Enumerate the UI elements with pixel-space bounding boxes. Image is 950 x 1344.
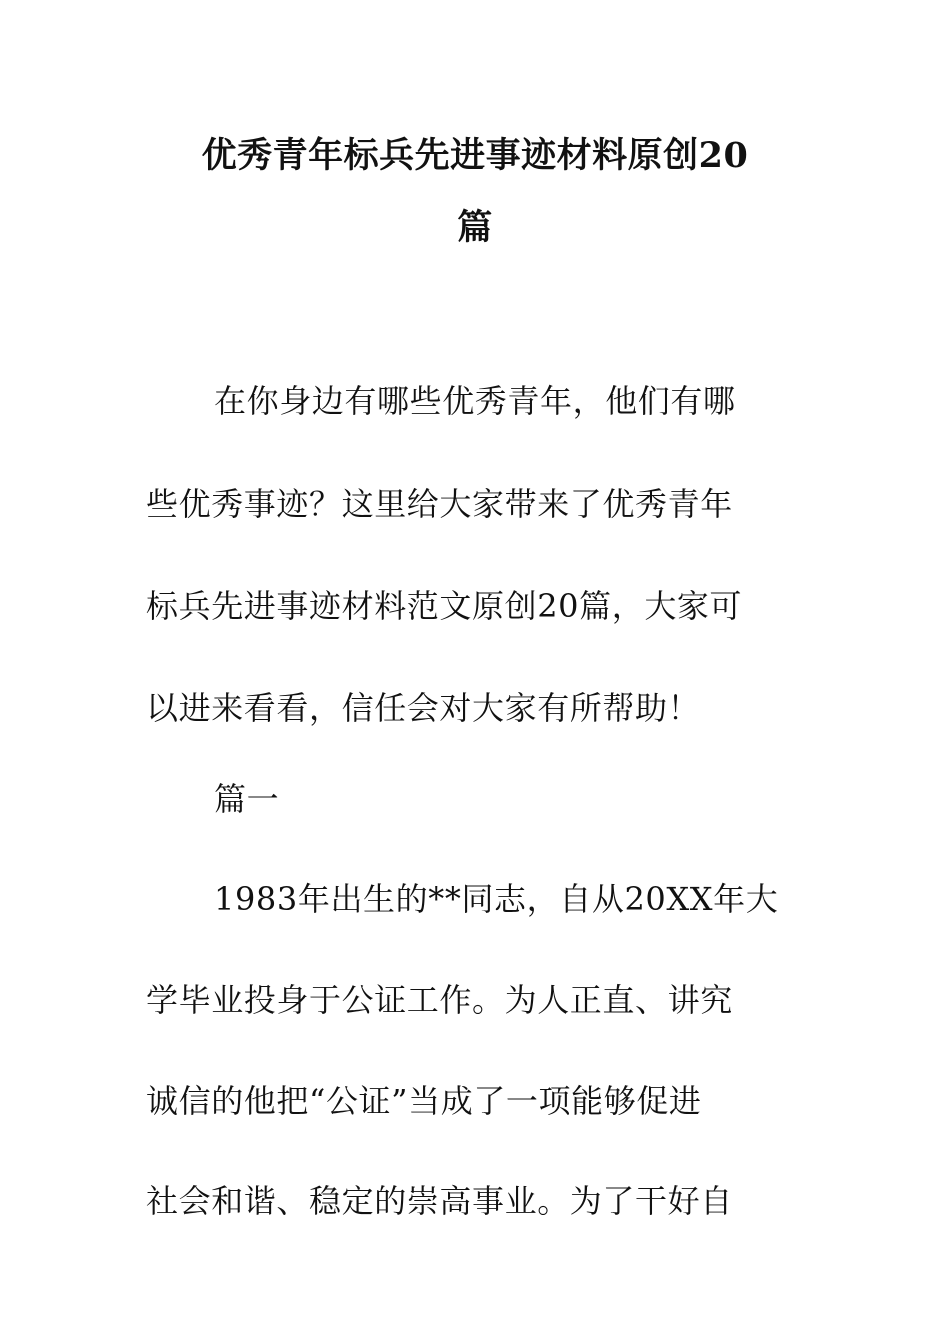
intro-line-2: 些优秀事迹？这里给大家带来了优秀青年 [146,485,733,523]
intro-line-4: 以进来看看，信任会对大家有所帮助！ [146,689,701,727]
document-title-line-1: 优秀青年标兵先进事迹材料原创20 [201,135,749,176]
body-line-4: 社会和谐、稳定的崇高事业。为了干好自 [146,1182,733,1220]
section-heading: 篇一 [214,780,280,818]
document-title-line-2: 篇 [457,207,493,248]
intro-line-3: 标兵先进事迹材料范文原创20篇，大家可 [146,587,743,625]
body-line-3: 诚信的他把“公证”当成了一项能够促进 [146,1082,702,1120]
body-line-2: 学毕业投身于公证工作。为人正直、讲究 [146,981,733,1019]
body-line-1: 1983年出生的**同志，自从20XX年大 [214,880,779,918]
intro-line-1: 在你身边有哪些优秀青年，他们有哪 [214,382,736,420]
